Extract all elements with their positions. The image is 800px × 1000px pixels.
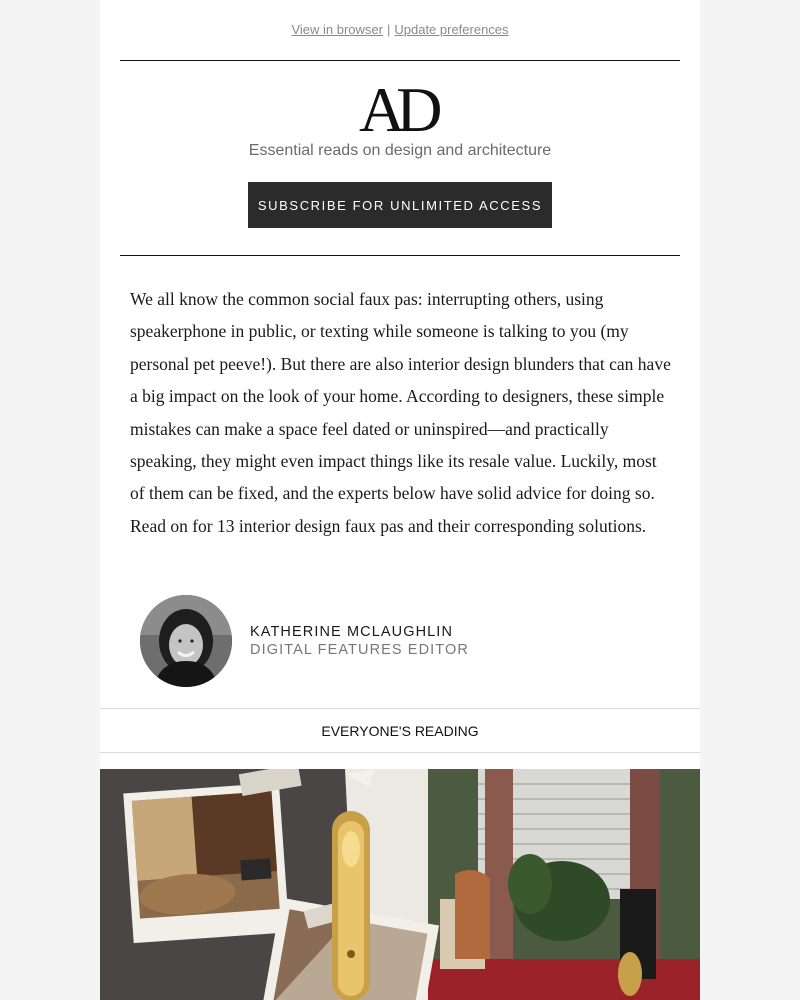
view-in-browser-link[interactable]: View in browser <box>291 22 383 37</box>
update-preferences-link[interactable]: Update preferences <box>394 22 509 37</box>
collage-illustration <box>100 769 700 1000</box>
hero-image[interactable] <box>100 769 700 1000</box>
author-name: KATHERINE MCLAUGHLIN <box>250 624 454 640</box>
section-heading: EVERYONE'S READING <box>100 708 700 753</box>
ad-logo-mark <box>358 70 442 140</box>
subscribe-button[interactable]: SUBSCRIBE FOR UNLIMITED ACCESS <box>248 182 552 228</box>
article-intro: We all know the common social faux pas: interrupting others, using speakerphone in public, or texting while someone is talking to you (my personal pet peeve!). But there are also interior design blunders that can have a big impact on the look of your home. According to designers, these simple mistakes can make a space feel dated or uninspired—and practically speaking, they might even impact things like its resale value. Luckily, most of them can be fixed, and the experts below have solid advice for doing so. Read on for 13 interior design faux pas and their corresponding solutions. <box>130 289 671 536</box>
header-divider <box>120 255 680 256</box>
ad-logo[interactable] <box>100 70 700 140</box>
author-role: DIGITAL FEATURES EDITOR <box>250 642 469 658</box>
top-divider <box>120 60 680 61</box>
preheader-separator: | <box>386 22 391 37</box>
author-byline <box>140 595 469 687</box>
author-meta <box>250 623 469 659</box>
tagline: Essential reads on design and architecture <box>248 142 552 159</box>
author-avatar <box>140 595 232 687</box>
email-container <box>100 0 700 1000</box>
svg-text:AD: AD <box>359 74 434 140</box>
preheader <box>100 22 700 37</box>
